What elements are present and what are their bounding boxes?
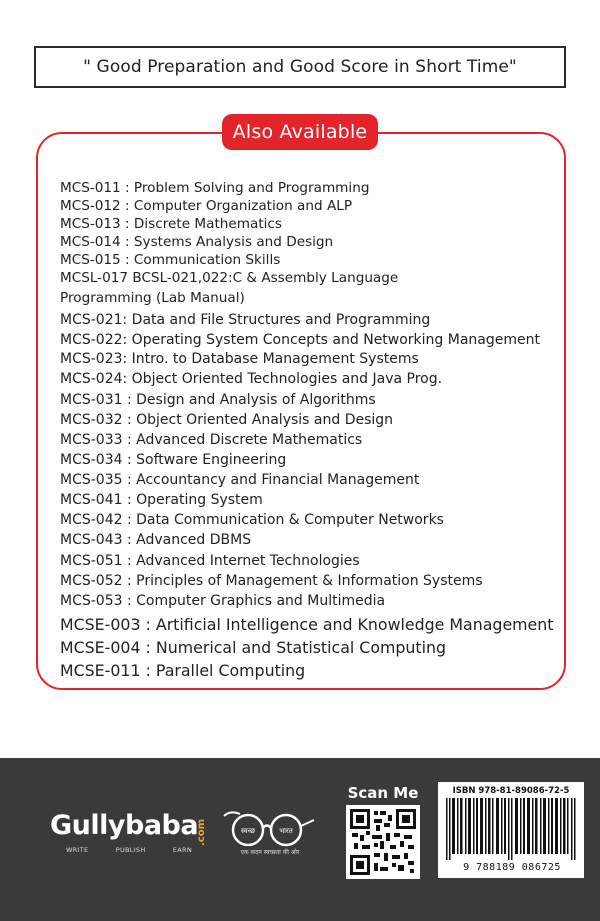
- list-item: MCS-033 : Advanced Discrete Mathematics: [60, 432, 363, 448]
- gullybaba-logo: [50, 810, 198, 841]
- glasses-icon: [218, 806, 318, 850]
- list-item: MCSL-017 BCSL-021,022:C & Assembly Language: [60, 270, 399, 286]
- swachh-left-text: स्वच्छ: [240, 827, 256, 835]
- qr-code-graphic: [350, 809, 416, 875]
- list-item: MCS-053 : Computer Graphics and Multimedia: [60, 593, 386, 609]
- list-item: MCS-011 : Problem Solving and Programming: [60, 180, 370, 196]
- logo-tagline: [66, 846, 192, 854]
- list-item: MCS-034 : Software Engineering: [60, 452, 287, 468]
- list-item: Programming (Lab Manual): [60, 290, 245, 306]
- list-item: MCS-013 : Discrete Mathematics: [60, 216, 282, 232]
- logo-text: Gullybaba: [50, 810, 199, 841]
- list-item: MCS-014 : Systems Analysis and Design: [60, 234, 334, 250]
- logo-suffix: .com: [196, 818, 207, 846]
- swachh-caption: एक कदम स्वच्छता की ओर: [240, 849, 300, 856]
- also-available-badge: [222, 114, 378, 150]
- logo-tag-earn: EARN: [172, 846, 192, 854]
- list-item: MCS-015 : Communication Skills: [60, 252, 281, 268]
- isbn-barcode: [438, 782, 584, 878]
- scan-me-label: Scan Me: [347, 784, 419, 802]
- list-item: MCS-023: Intro. to Database Management Systems: [60, 351, 419, 367]
- logo-tag-write: WRITE: [66, 846, 89, 854]
- list-item: MCS-043 : Advanced DBMS: [60, 532, 252, 548]
- list-item: MCS-021: Data and File Structures and Programming: [60, 312, 431, 328]
- list-item: MCS-024: Object Oriented Technologies and Java Prog.: [60, 371, 443, 387]
- list-item: MCS-035 : Accountancy and Financial Management: [60, 472, 420, 488]
- list-item: MCS-032 : Object Oriented Analysis and Design: [60, 412, 394, 428]
- list-item: MCS-052 : Principles of Management & Information Systems: [60, 573, 483, 589]
- tagline-text: " Good Preparation and Good Score in Short Time": [83, 57, 517, 77]
- list-item: MCS-031 : Design and Analysis of Algorithms: [60, 392, 376, 408]
- qr-code-icon: [346, 805, 420, 879]
- swachh-right-text: भारत: [279, 827, 293, 835]
- list-item: MCS-022: Operating System Concepts and Networking Management: [60, 332, 540, 348]
- list-item: MCS-042 : Data Communication & Computer Networks: [60, 512, 444, 528]
- list-item: MCS-041 : Operating System: [60, 492, 263, 508]
- list-item: MCS-012 : Computer Organization and ALP: [60, 198, 353, 214]
- logo-tag-publish: PUBLISH: [115, 846, 146, 854]
- barcode-number: 9 788189 086725: [463, 862, 561, 873]
- tagline-box: [34, 46, 566, 88]
- barcode-icon: [446, 798, 576, 860]
- list-item: MCSE-004 : Numerical and Statistical Computing: [60, 638, 447, 657]
- list-item: MCS-051 : Advanced Internet Technologies: [60, 553, 360, 569]
- also-available-title: Also Available: [232, 121, 368, 143]
- isbn-text: ISBN 978-81-89086-72-5: [452, 786, 570, 796]
- list-item: MCSE-003 : Artificial Intelligence and Knowledge Management: [60, 615, 554, 634]
- list-item: MCSE-011 : Parallel Computing: [60, 661, 306, 680]
